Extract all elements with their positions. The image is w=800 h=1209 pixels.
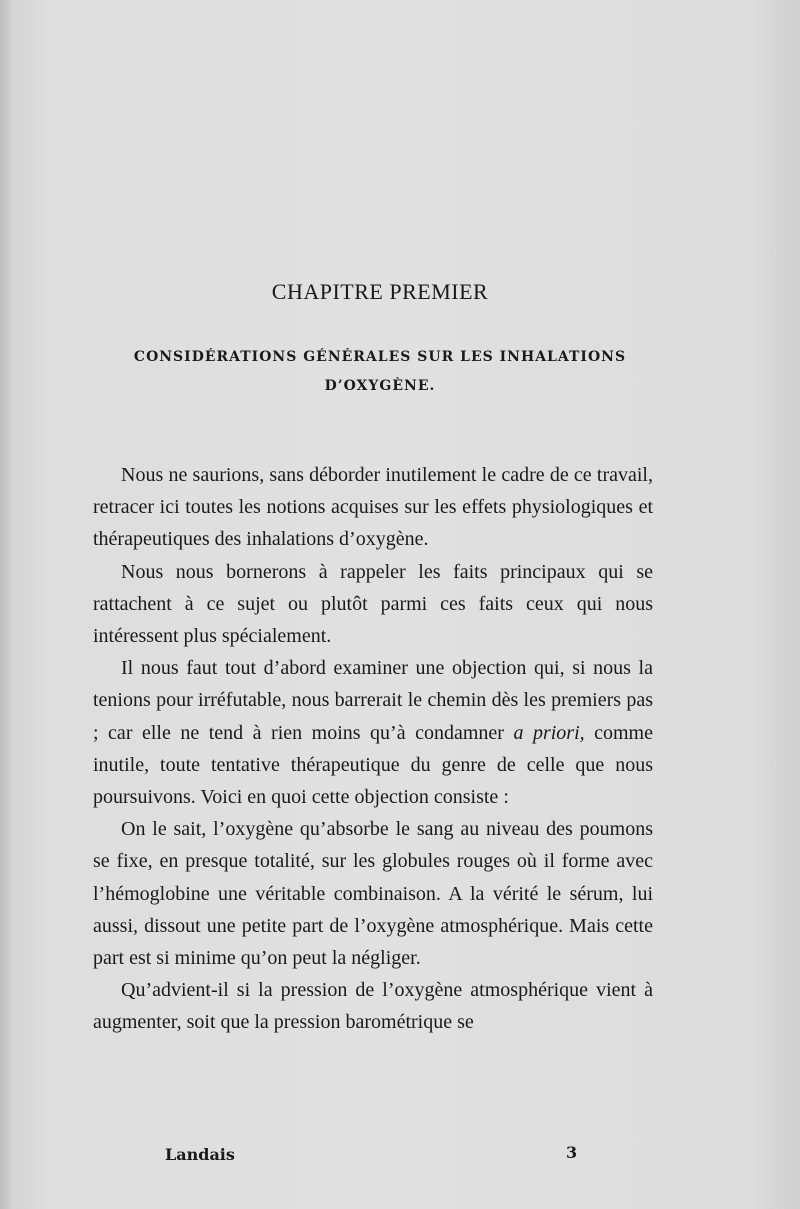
paragraph-1: Nous ne saurions, sans déborder inutilement le cadre de ce travail, retracer ici toutes les notions acquises sur les effets physiologiques et thérapeutiques des inhalations d’oxygène. — [93, 464, 653, 551]
paragraph-4: On le sait, l’oxygène qu’absorbe le sang au niveau des poumons se fixe, en presque totalité, sur les globules rouges où il forme avec l’hémoglobine une véritable combinaison. A la vérité le sérum, lui aussi, dissout une petite part de l’oxygène atmosphérique. Mais cette part est si minime qu’on peut la négliger. — [93, 818, 653, 970]
chapter-title: CHAPITRE PREMIER — [271, 279, 489, 304]
page-edge — [0, 0, 14, 1209]
paragraph-5: Qu’advient-il si la pression de l’oxygène atmosphérique vient à augmenter, soit que la pression barométrique se — [93, 979, 653, 1034]
chapter-subtitle-line-2: D’OXYGÈNE. — [324, 378, 436, 394]
chapter-subtitle — [120, 343, 640, 401]
footer-author: Landais — [165, 1145, 235, 1164]
paragraph-3 — [93, 652, 653, 813]
paragraph-3-italic: a priori, — [513, 721, 585, 744]
paragraph-3-text-after: comme inutile, toute tentative thérapeutique du genre de celle que nous poursuivons. Voici en quoi cette objection consiste : — [93, 721, 653, 809]
chapter-subtitle-line-1: CONSIDÉRATIONS GÉNÉRALES SUR LES INHALATIONS — [133, 349, 627, 365]
paragraph-3-text-before: Il nous faut tout d’abord examiner une objection qui, si nous la tenions pour irréfutable, nous barrerait le chemin dès les premiers pas ; car elle ne tend à rien moins qu’à condamner — [93, 657, 653, 744]
footer-signature-mark: 3 — [566, 1143, 578, 1162]
body-text — [93, 459, 653, 1039]
paragraph-2: Nous nous bornerons à rappeler les faits principaux qui se rattachent à ce sujet ou plutôt parmi ces faits ceux qui nous intéressent plus spécialement. — [93, 560, 653, 648]
